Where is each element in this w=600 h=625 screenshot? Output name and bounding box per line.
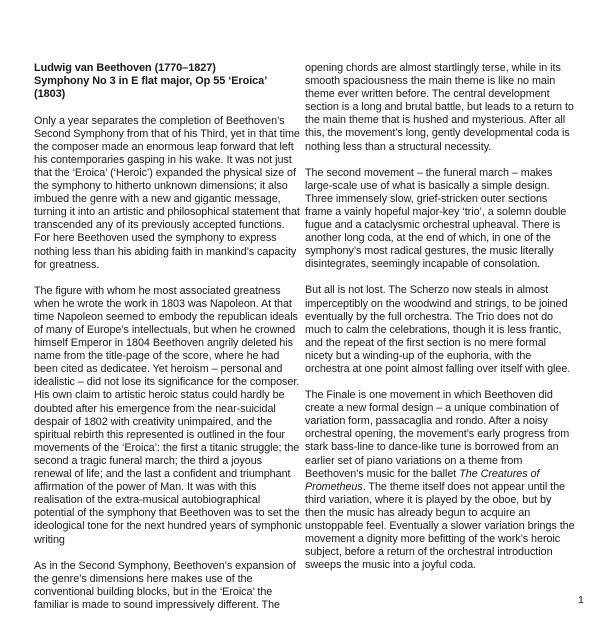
work-year-line: (1803) [34,88,66,101]
paragraph-scherzo: But all is not lost. The Scherzo now steals in almost imperceptibly on the woodwind and strings, to be joined eventually by the full orchestra. The Trio does not do much to calm the celebrations, though it is less frantic, and the repeat of the first section is no mere formal nicety but a winding-up of the euphoria, with the orchestra at one point almost falling over itself with glee. [305,284,571,375]
paragraph-intro: Only a year separates the completion of Beethoven’s Second Symphony from that of his Third, yet in that time the composer made an enormous leap forward that left his contemporaries gasping in his wake. It was not just that the ‘Eroica’ (‘Heroic’) expanded the physical size of the symphony to hitherto unknown dimensions; it also imbued the genre with a new and gigantic message, turning it into an artistic and philosophical statement that transcended any of its previously accepted functions. For here Beethoven used the symphony to express nothing less than his abiding faith in mankind’s capacity for greatness. [34,114,300,271]
page-heading [34,62,302,102]
left-column [34,62,302,625]
ballet-title: The Creatures of Prometheus [305,467,540,493]
page-number: 1 [578,594,584,606]
composer-line: Ludwig van Beethoven (1770–1827) [34,62,216,74]
paragraph-expansion: As in the Second Symphony, Beethoven’s expansion of the genre’s dimensions here makes use of the conventional building blocks, but in the ‘Eroica’ the familiar is made to sound impressively different. The [34,559,296,611]
paragraph-funeral-march: The second movement – the funeral march – makes large-scale use of what is basically a simple design. Three immensely slow, grief-stricken outer sections frame a vainly hopeful major-key ‘trio’, a solemn double fugue and a cataclysmic orchestral upheaval. There is another long coda, at the end of which, in one of the symphony’s most radical gestures, the music literally disintegrates, seemingly incapable of consolation. [305,166,567,271]
paragraph-first-movement: opening chords are almost startlingly terse, while in its smooth spaciousness the main theme is like no main theme ever written before. The central development section is a long and brutal battle, but leads to a return to the main theme that is hushed and mysterious. After all this, the movement’s long, gently developmental coda is nothing less than a structural necessity. [305,62,574,153]
paragraph-napoleon: The figure with whom he most associated greatness when he wrote the work in 1803 was Napoleon. At that time Napoleon seemed to embody the republican ideals of many of Europe’s intellectuals, but when he crowned himself Emperor in 1804 Beethoven angrily deleted his name from the title-page of the score, where he had been cited as dedicatee. Yet heroism – personal and idealistic – did not lose its significance for the composer. His own claim to artistic heroic status could hardly be doubted after his emergence from the near-suicidal despair of 1802 with creativity unimpaired, and the spiritual rebirth this represented is outlined in the four movements of the ‘Eroica’: the first a titanic struggle; the second a tragic funeral march; the third a joyous renewal of life; and the last a confident and triumphant affirmation of the power of Man. It was with this realisation of the extra-musical autobiographical potential of the symphony that Beethoven was to set the ideological tone for the next hundred years of symphonic writing [34,284,302,546]
paragraph-finale [305,389,575,572]
finale-text-before: The Finale is one movement in which Beethoven did create a new formal design – a unique combination of variation form, passacaglia and rondo. After a noisy orchestral opening, the movement’s early progress from stark bass-line to dance-like tune is borrowed from an earlier set of piano variations on a theme from Beethoven’s music for the ballet [305,389,570,480]
finale-text-after: . The theme itself does not appear until the third variation, where it is played by the oboe, but by then the music has already begun to acquire an unstoppable feel. Eventually a slower variation brings the movement a dignity more befitting of the work’s heroic subject, before a return of the orchestral introduction sweeps the music into a joyful coda. [305,480,575,572]
work-title-line: Symphony No 3 in E flat major, Op 55 ‘Eroica’ [34,75,268,88]
right-column [305,62,575,585]
